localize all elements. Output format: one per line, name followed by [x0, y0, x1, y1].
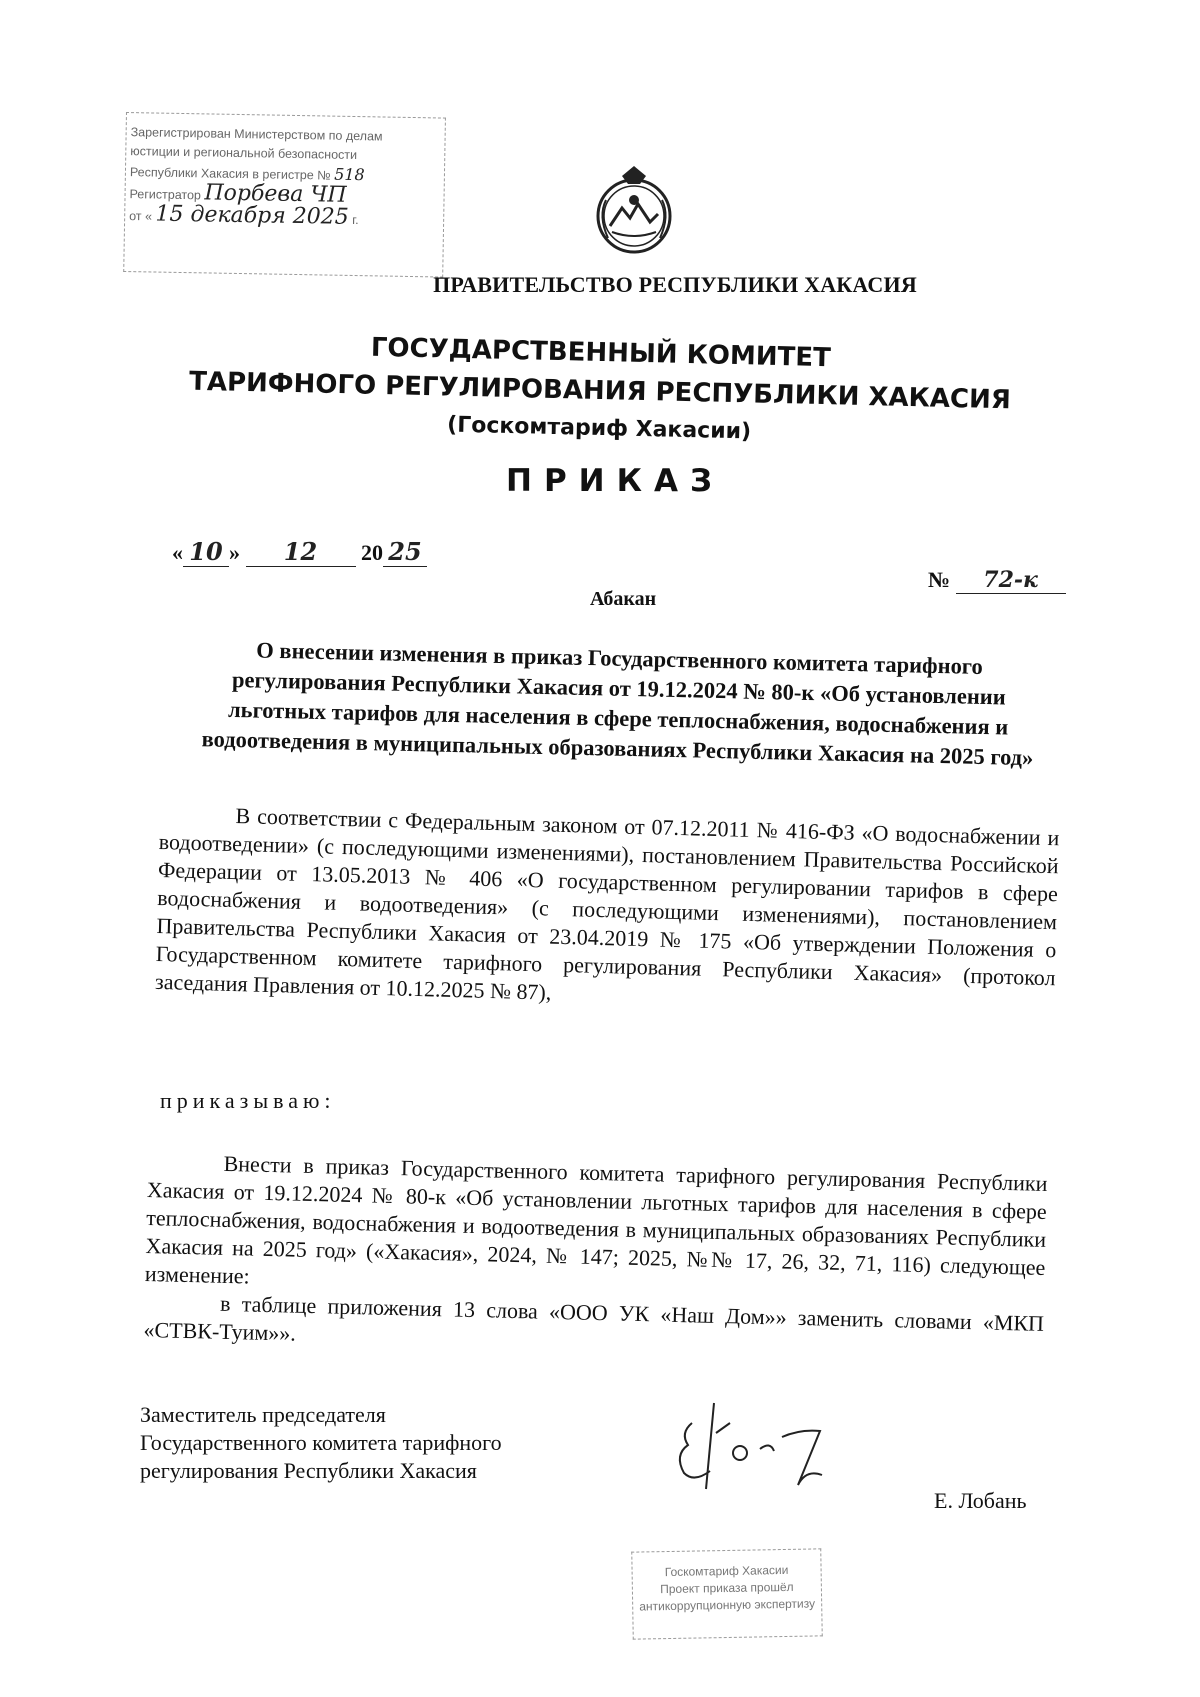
date-close-quote: »: [229, 540, 240, 565]
stamp-line-1: Зарегистрирован Министерством по делам: [130, 125, 383, 144]
order-number-label: №: [928, 567, 951, 592]
stamp-registrar-label: Регистратор: [129, 187, 202, 203]
stamp-line-3-text: Республики Хакасия в регистре №: [129, 165, 331, 183]
stamp-date-value: 15 декабря 2025: [155, 201, 349, 230]
order-body: [143, 1148, 1048, 1366]
stamp-date: [129, 201, 435, 231]
date-year-suffix: 25: [383, 537, 427, 567]
order-city: Абакан: [590, 588, 657, 610]
preamble: [155, 800, 1060, 1020]
order-number-value: 72-к: [956, 567, 1066, 594]
date-year-prefix: 20: [361, 540, 383, 565]
stamp-date-prefix: от «: [129, 209, 153, 224]
handwritten-signature: [670, 1393, 840, 1503]
order-subject: О внесении изменения в приказ Государственного комитета тарифного регулирования Республики Хакасия от 19.12.2024 № 80-к «Об установлении льготных тарифов для населения в сфере теплоснабжения, водоснабжения и водоотведения в муниципальных образованиях Республики Хакасия на 2025 год»: [201, 637, 1034, 771]
committee-title: [0, 320, 1200, 461]
signer-name: Е. Лобань: [934, 1488, 1027, 1513]
coat-of-arms-icon: [590, 160, 678, 260]
signer-position: [140, 1401, 502, 1485]
date-day: 10: [183, 537, 229, 567]
stamp-line-2: юстиции и региональной безопасности: [130, 144, 358, 163]
government-title: ПРАВИТЕЛЬСТВО РЕСПУБЛИКИ ХАКАСИЯ: [433, 272, 917, 297]
order-word: приказываю:: [160, 1088, 336, 1113]
committee-abbreviation: (Госкомтариф Хакасии): [446, 412, 752, 445]
signer-line-1: Заместитель председателя: [140, 1402, 386, 1427]
date-month: 12: [246, 537, 356, 567]
order-number: [928, 567, 1066, 594]
signer-line-3: регулирования Республики Хакасия: [140, 1458, 477, 1483]
date-open-quote: «: [172, 540, 183, 565]
stamp-reg-number: 518: [334, 164, 365, 185]
anticorruption-line-2: Проект приказа прошёл: [660, 1579, 794, 1597]
order-body-paragraph-2: в таблице приложения 13 слова «ООО УК «Наш Дом»» заменить словами «МКП «СТВК-Туим»».: [143, 1290, 1045, 1346]
preamble-text: В соответствии с Федеральным законом от 07.12.2011 № 416-ФЗ «О водоснабжении и водоотведении» (с последующими изменениями), постановлением Правительства Российской Федерации от 13.05.2013 № 406 «О государственном регулировании тарифов в сфере водоснабжения и водоотведения» (с последующими изменениями), постановлением Правительства Республики Хакасия от 23.04.2019 № 175 «Об утверждении Положения о Государственном комитете тарифного регулирования Республики Хакасия» (протокол заседания Правления от 10.12.2025 № 87),: [154, 803, 1060, 1005]
anticorruption-line-1: Госкомтариф Хакасии: [664, 1562, 789, 1580]
anticorruption-stamp: [631, 1548, 823, 1639]
order-body-paragraph-1: Внести в приказ Государственного комитета тарифного регулирования Республики Хакасия от 19.12.2024 № 80-к «Об установлении льготных тарифов для населения в сфере теплоснабжения, водоснабжения и водоотведения в муниципальных образованиях Республики Хакасия на 2025 год» («Хакасия», 2024, № 147; 2025, №№ 17, 26, 32, 71, 116) следующее изменение:: [144, 1150, 1048, 1289]
signer-line-2: Государственного комитета тарифного: [140, 1430, 502, 1455]
order-title: ПРИКАЗ: [506, 463, 724, 499]
stamp-date-suffix: г.: [352, 212, 359, 228]
anticorruption-line-3: антикоррупционную экспертизу: [639, 1596, 816, 1614]
committee-line-2: ТАРИФНОГО РЕГУЛИРОВАНИЯ РЕСПУБЛИКИ ХАКАСИЯ: [188, 366, 1012, 416]
stamp-registrar-signature: Порбева ЧП: [204, 180, 347, 208]
order-date: [172, 537, 427, 567]
committee-line-1: ГОСУДАРСТВЕННЫЙ КОМИТЕТ: [370, 332, 832, 374]
registration-stamp: [123, 112, 446, 278]
